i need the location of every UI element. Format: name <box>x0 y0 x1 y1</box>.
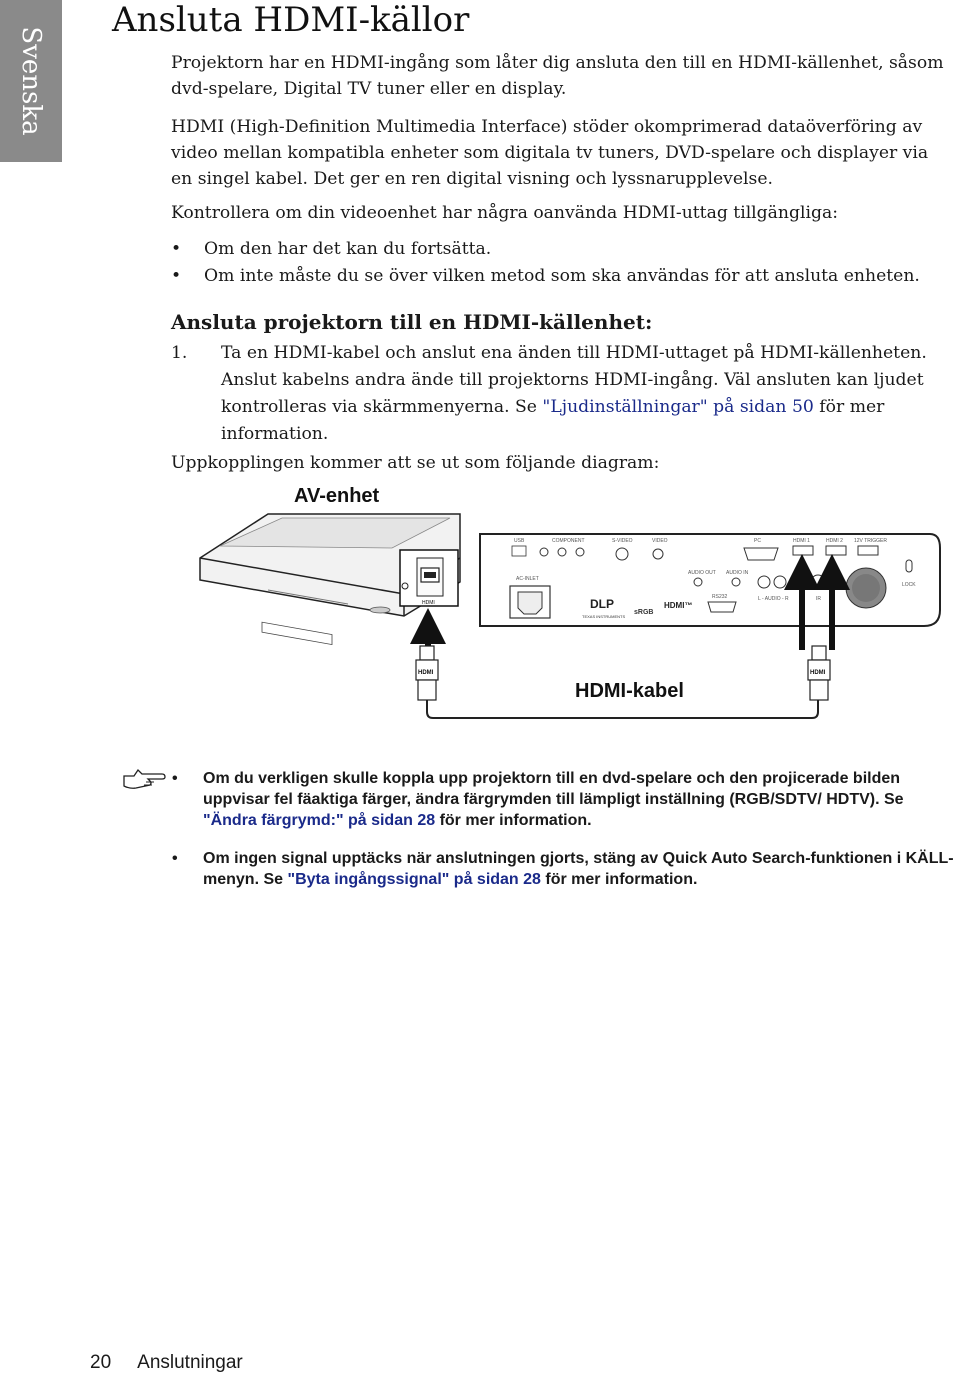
section-subheading: Ansluta projektorn till en HDMI-källenhet: <box>171 310 653 334</box>
audio-in-port-label: AUDIO IN <box>726 570 749 576</box>
note-bullet: • <box>172 770 178 787</box>
component-port-label: COMPONENT <box>552 538 585 544</box>
step-text <box>221 340 951 448</box>
audio-out-port-label: AUDIO OUT <box>688 570 716 576</box>
hdmi-plug-left-label: HDMI <box>418 670 434 676</box>
note-text-end: för mer information. <box>435 812 592 829</box>
projector-rear-panel <box>480 534 940 626</box>
switch-input-link[interactable]: "Byta ingångssignal" på sidan 28 <box>287 871 541 888</box>
ac-inlet-label: AC-INLET <box>516 576 539 582</box>
diagram-intro: Uppkopplingen kommer att se ut som följande diagram: <box>171 453 660 473</box>
page-footer <box>90 1352 243 1374</box>
check-ports-paragraph: Kontrollera om din videoenhet har några oanvända HDMI-uttag tillgängliga: <box>171 203 839 223</box>
note-text <box>203 848 958 890</box>
trigger-port-label: 12V TRIGGER <box>854 538 887 544</box>
ti-logo: TEXAS INSTRUMENTS <box>582 614 626 619</box>
language-tab <box>0 0 62 162</box>
dlp-logo: DLP <box>590 597 614 611</box>
language-tab-label: Svenska <box>16 26 46 136</box>
hdmi-plug-right-label: HDMI <box>810 670 826 676</box>
note-text-end: för mer information. <box>540 871 698 888</box>
step-text-start: Ta en HDMI-kabel och anslut ena änden till HDMI-uttaget på HDMI-källenheten. Anslut kabelns andra ände till projektorns HDMI-ingång. Väl ansluten kan ljudet kontrolleras via skärmmenyerna. Se <box>221 343 927 417</box>
av-device-label: AV-enhet <box>294 485 380 507</box>
note-bullet: • <box>172 850 178 867</box>
pointing-hand-icon <box>122 766 166 792</box>
video-port-label: VIDEO <box>652 538 668 544</box>
srgb-logo: sRGB <box>634 609 654 616</box>
note-text <box>203 768 958 831</box>
page-title: Ansluta HDMI-källor <box>112 0 470 40</box>
step-number: 1. <box>171 343 188 363</box>
footer-section-title: Anslutningar <box>137 1352 243 1373</box>
lock-label: LOCK <box>902 582 916 588</box>
svideo-port-label: S-VIDEO <box>612 538 633 544</box>
bullet-text: Om den har det kan du fortsätta. <box>204 239 492 259</box>
bullet-text: Om inte måste du se över vilken metod som ska användas för att ansluta enheten. <box>204 266 920 286</box>
usb-port-label: USB <box>514 538 525 544</box>
ir-port-label: IR <box>816 596 821 602</box>
bullet-dot: • <box>171 239 182 259</box>
hdmi-cable-label: HDMI-kabel <box>575 680 684 702</box>
note-text-start: Om ingen signal upptäcks när anslutningen gjorts, stäng av Quick Auto Search-funktionen i KÄLL-menyn. Se <box>203 850 954 888</box>
step-text-end: för mer information. <box>221 397 885 444</box>
color-space-link[interactable]: "Ändra färgrymd:" på sidan 28 <box>203 812 436 829</box>
intro-paragraph: Projektorn har en HDMI-ingång som låter dig ansluta den till en HDMI-källenhet, såsom dvd-spelare, Digital TV tuner eller en display. <box>171 53 944 99</box>
pc-port-label: PC <box>754 538 761 544</box>
note-item <box>172 848 954 892</box>
hdmi-description-paragraph: HDMI (High-Definition Multimedia Interface) stöder okomprimerad dataöverföring av video mellan kompatibla enheter som digitala tv tuners, DVD-spelare och displayer via en singel kabel. Det ger en ren digital visning och lyssnarupplevelse. <box>171 117 929 189</box>
rs232-port-label: RS232 <box>712 594 728 600</box>
audio-settings-link[interactable]: "Ljudinställningar" på sidan 50 <box>542 397 814 417</box>
audio-lr-port-label: L - AUDIO - R <box>758 596 789 602</box>
bullet-dot: • <box>171 266 182 286</box>
hdmi2-port-label: HDMI 2 <box>826 538 843 544</box>
page-number: 20 <box>90 1352 112 1373</box>
note-text-start: Om du verkligen skulle koppla upp projektorn till en dvd-spelare och den projicerade bilden uppvisar fel fäaktiga färger, ändra färgrymden till lämpligt inställning (RGB/SDTV/ HDTV). Se <box>203 770 904 808</box>
hdmi1-port-label: HDMI 1 <box>793 538 810 544</box>
hdmi-logo: HDMI™ <box>664 601 693 610</box>
connection-diagram <box>0 478 960 738</box>
av-hdmi-port-callout <box>400 550 458 606</box>
av-hdmi-port-label: HDMI <box>422 600 435 606</box>
note-item <box>172 768 942 834</box>
